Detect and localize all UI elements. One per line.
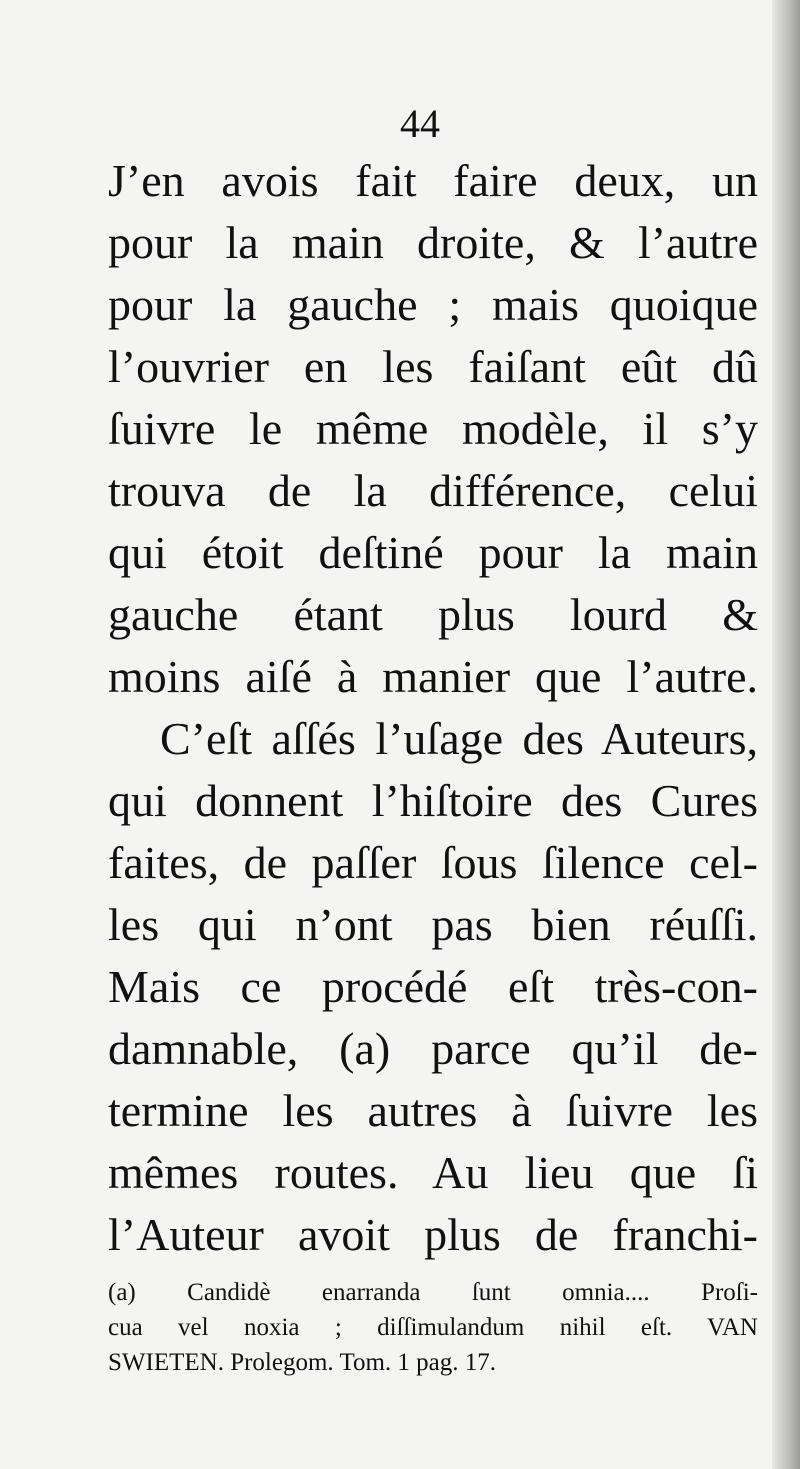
text-line: pour la main droite, & l’autre — [108, 217, 758, 268]
page-number: 44 — [400, 101, 440, 146]
footnote-line: (a) Candidè enarranda ſunt omnia.... Proſi- — [108, 1279, 758, 1306]
footnote-line: cua vel noxia ; diſſimulandum nihil eſt. VAN — [108, 1314, 758, 1341]
text-line: C’eſt aſſés l’uſage des Auteurs, — [160, 713, 758, 764]
text-line: moins aiſé à manier que l’autre. — [108, 651, 758, 702]
text-line: gauche étant plus lourd & — [108, 589, 758, 640]
text-line: J’en avois fait faire deux, un — [108, 155, 758, 206]
text-line: ſuivre le même modèle, il s’y — [108, 403, 758, 454]
text-line: mêmes routes. Au lieu que ſi — [108, 1147, 758, 1198]
text-line: trouva de la différence, celui — [108, 465, 758, 516]
text-line: Mais ce procédé eſt très-con- — [108, 961, 758, 1012]
text-line: damnable, (a) parce qu’il de- — [108, 1023, 758, 1074]
text-line: termine les autres à ſuivre les — [108, 1085, 758, 1136]
text-line: faites, de paſſer ſous ſilence cel- — [108, 837, 758, 888]
footnote-line: SWIETEN. Prolegom. Tom. 1 pag. 17. — [108, 1349, 497, 1376]
text-line: l’Auteur avoit plus de franchi- — [108, 1209, 758, 1260]
page-edge-shadow — [772, 0, 800, 1469]
text-line: qui étoit deſtiné pour la main — [108, 527, 758, 578]
text-line: qui donnent l’hiſtoire des Cures — [108, 775, 758, 826]
text-line: les qui n’ont pas bien réuſſi. — [108, 899, 758, 950]
text-line: pour la gauche ; mais quoique — [108, 279, 758, 330]
body-text — [108, 150, 758, 1266]
footnote — [108, 1275, 758, 1380]
text-line: l’ouvrier en les faiſant eût dû — [108, 341, 758, 392]
